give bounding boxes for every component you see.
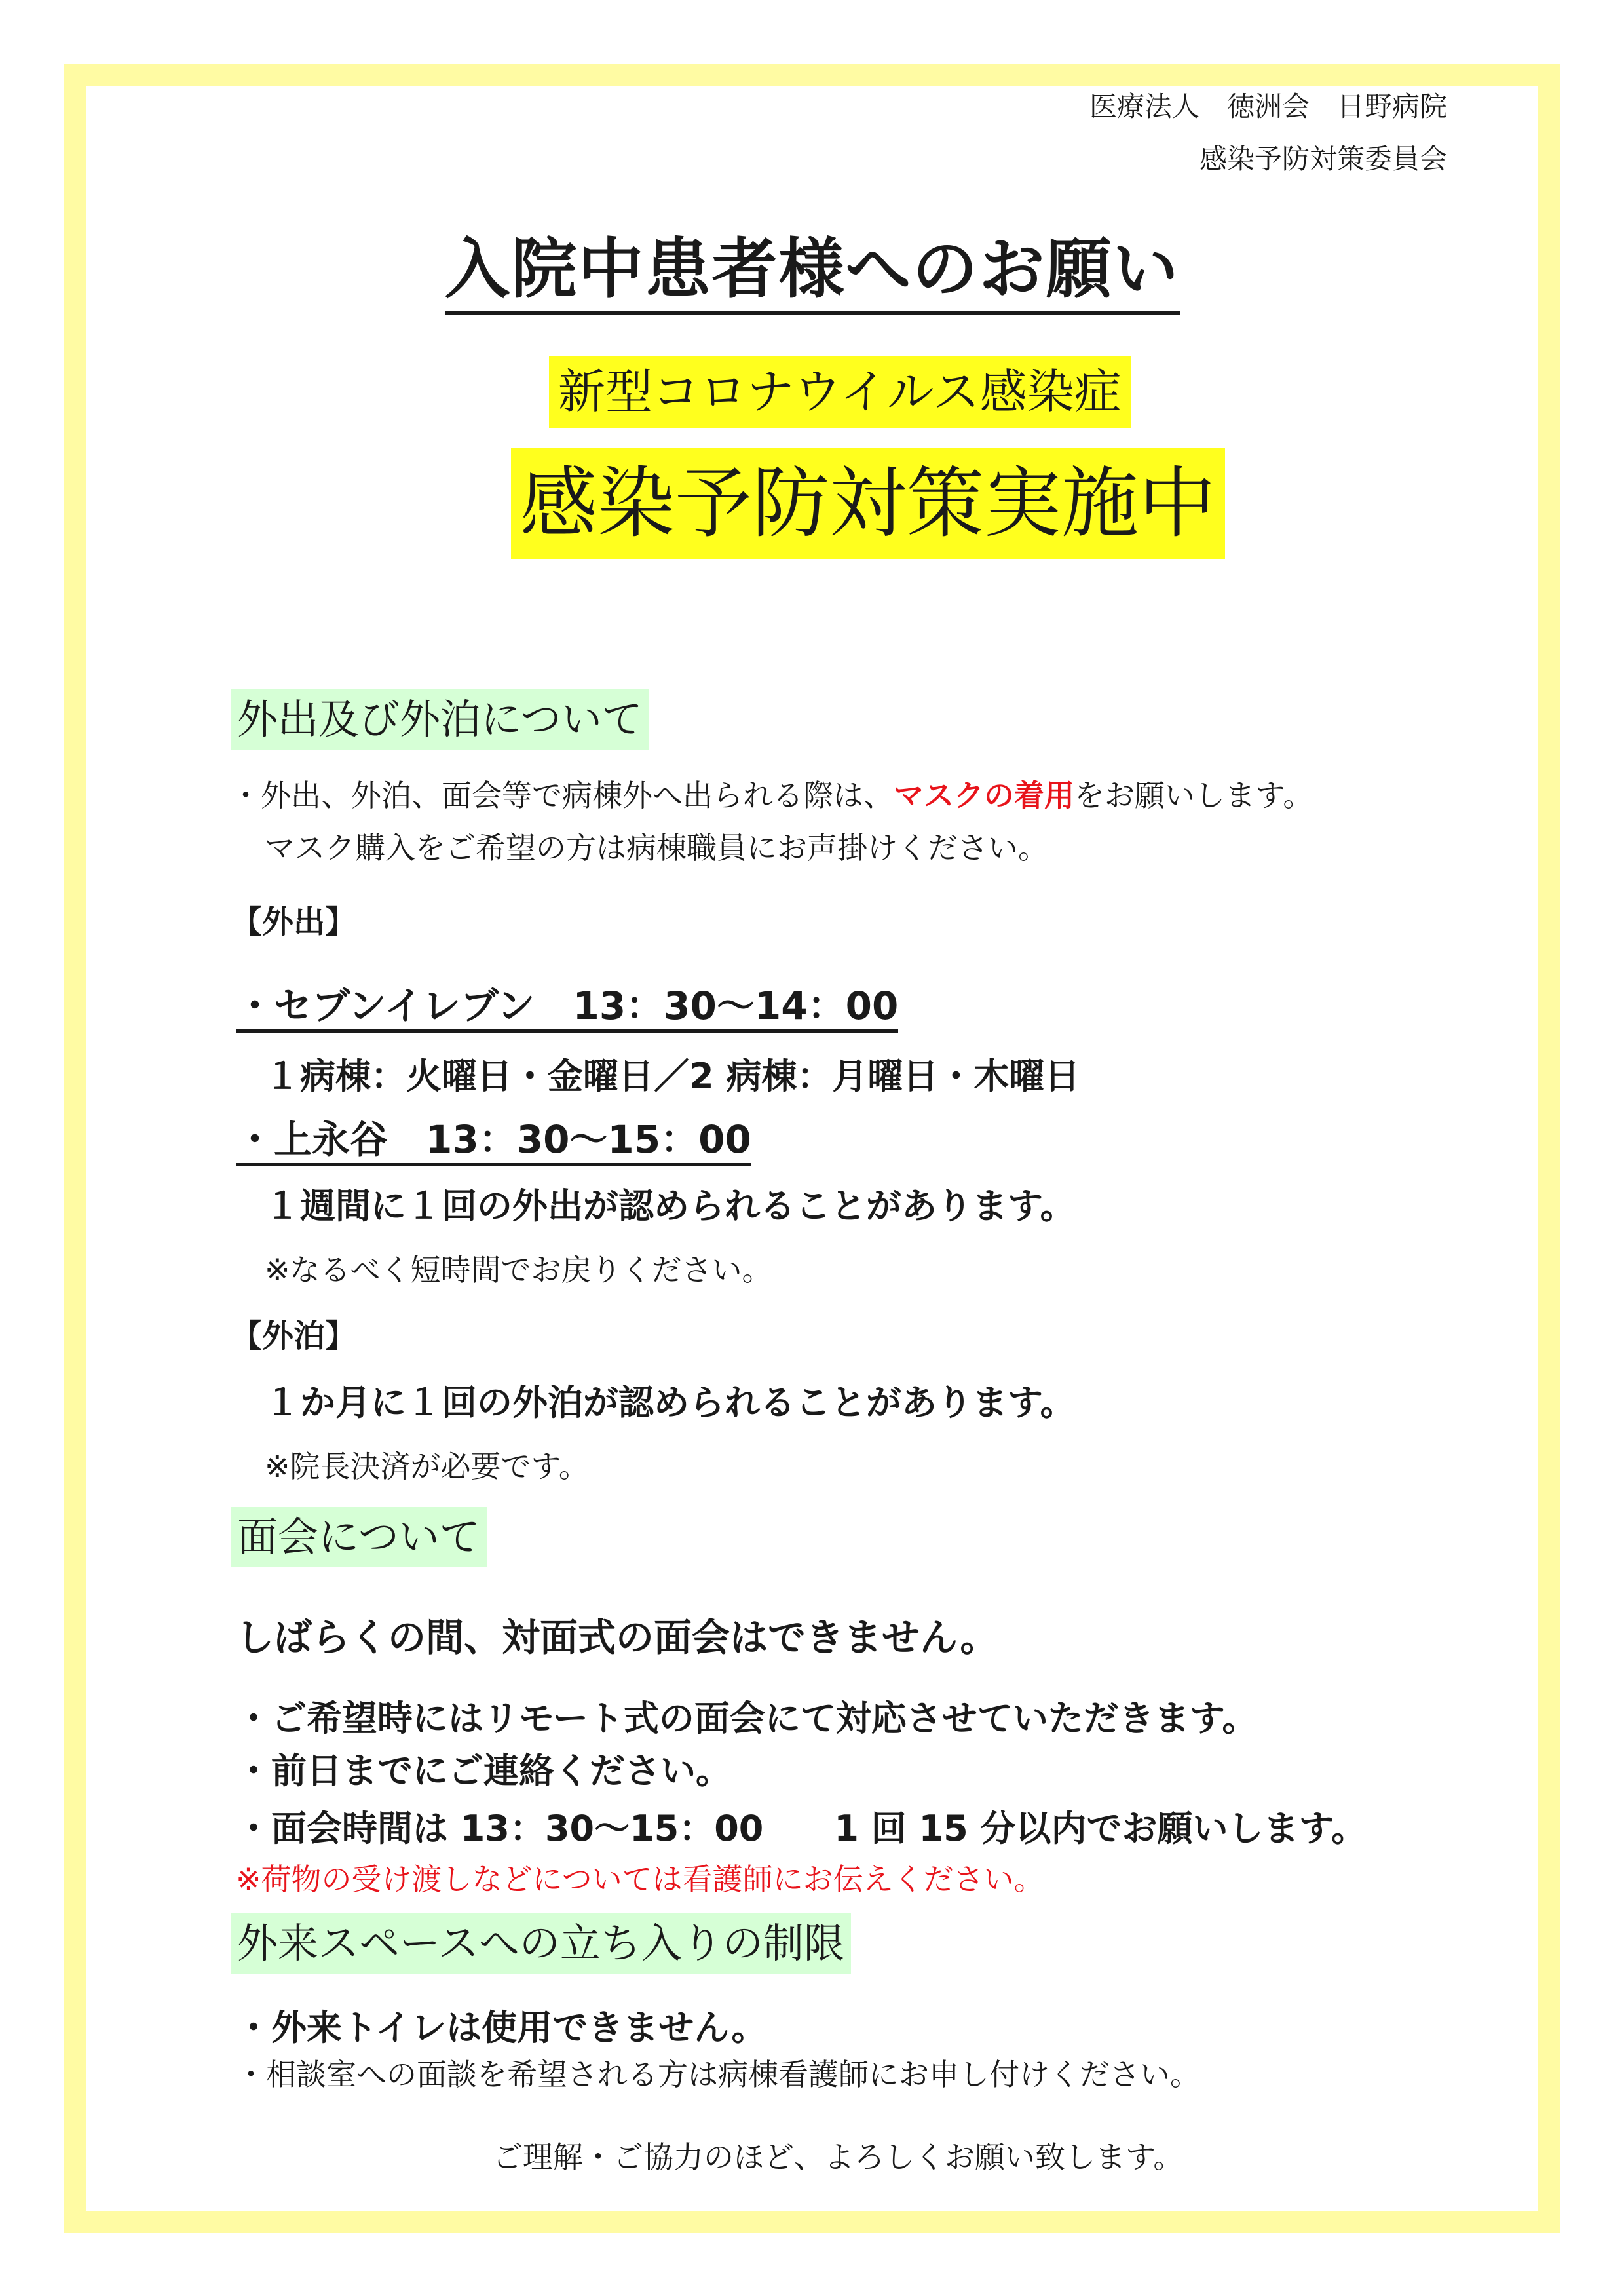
section-heading-outpatient: 外来スペースへの立ち入りの制限 bbox=[231, 1913, 851, 1974]
section-heading-visit: 面会について bbox=[231, 1507, 487, 1567]
monthly-overnight: １か月に１回の外泊が認められることがあります。 bbox=[265, 1382, 1076, 1423]
page-title: 入院中患者様へのお願い bbox=[0, 216, 1624, 311]
monthly-overnight-note: ※院長決済が必要です。 bbox=[265, 1449, 589, 1484]
mask-purchase: マスク購入をご希望の方は病棟職員にお声掛けください。 bbox=[265, 830, 1048, 866]
visit-contact: ・前日までにご連絡ください。 bbox=[236, 1750, 731, 1791]
outpatient-toilet: ・外来トイレは使用できません。 bbox=[236, 2007, 767, 2048]
section-heading-outing: 外出及び外泊について bbox=[231, 689, 649, 750]
weekly-outing-note: ※なるべく短時間でお戻りください。 bbox=[265, 1252, 772, 1288]
closing-message: ご理解・ご協力のほど、よろしくお願い致します。 bbox=[493, 2139, 1184, 2175]
mask-request: ・外出、外泊、面会等で病棟外へ出られる際は、マスクの着用をお願いします。 bbox=[231, 778, 1313, 813]
parcel-note: ※荷物の受け渡しなどについては看護師にお伝えください。 bbox=[236, 1862, 1044, 1897]
kaminagaya-hours: ・上永谷 13：30～15：00 bbox=[236, 1109, 751, 1164]
mask-emphasis: マスクの着用 bbox=[894, 778, 1074, 813]
weekly-outing: １週間に１回の外出が認められることがあります。 bbox=[265, 1185, 1076, 1227]
org-name: 医療法人 徳洲会 日野病院 bbox=[1089, 90, 1447, 123]
consult-room-note: ・相談室への面談を希望される方は病棟看護師にお申し付けください。 bbox=[236, 2057, 1200, 2092]
banner-disease: 新型コロナウイルス感染症 bbox=[549, 356, 1131, 428]
overnight-label: 【外泊】 bbox=[231, 1318, 357, 1354]
visit-hours: ・面会時間は 13：30～15：00 1 回 15 分以内でお願いします。 bbox=[236, 1808, 1367, 1849]
org-committee: 感染予防対策委員会 bbox=[1199, 143, 1447, 175]
outing-label: 【外出】 bbox=[231, 904, 357, 940]
seven-eleven-days: １病棟：火曜日・金曜日／2 病棟：月曜日・木曜日 bbox=[265, 1056, 1080, 1097]
banner-measures: 感染予防対策実施中 bbox=[511, 448, 1225, 559]
visit-notice: しばらくの間、対面式の面会はできません。 bbox=[236, 1615, 998, 1660]
visit-remote: ・ご希望時にはリモート式の面会にて対応させていただきます。 bbox=[236, 1698, 1258, 1739]
seven-eleven-hours: ・セブンイレブン 13：30～14：00 bbox=[236, 975, 898, 1030]
